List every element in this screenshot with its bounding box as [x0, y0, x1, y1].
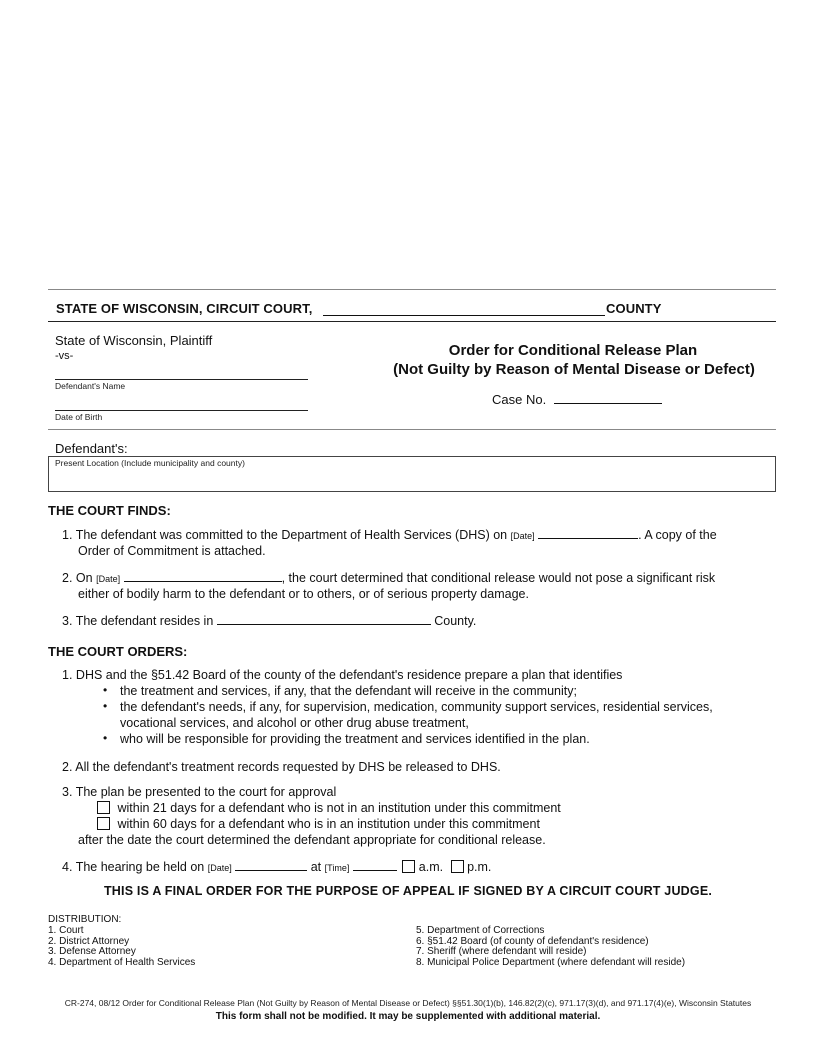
- case-no-label: Case No.: [492, 392, 547, 407]
- distribution-item: 3. Defense Attorney: [48, 946, 136, 958]
- finds-item-1-text: The defendant was committed to the Department of Health Services (DHS) on: [75, 528, 508, 542]
- distribution-item: 4. Department of Health Services: [48, 956, 196, 968]
- date-hint: [Date]: [207, 863, 232, 873]
- am-checkbox[interactable]: [402, 860, 415, 873]
- defendant-name-line[interactable]: [55, 379, 308, 380]
- item-number: 3.: [62, 785, 73, 799]
- finds-item-1: [62, 527, 772, 544]
- orders-bullet-1: the treatment and services, if any, that the defendant will receive in the community;: [120, 684, 577, 698]
- orders-bullet-2: the defendant's needs, if any, for supervision, medication, community support services, residential services,: [120, 700, 713, 714]
- date-hint: [Date]: [510, 531, 535, 541]
- finds-item-2-on: On: [75, 571, 93, 585]
- finds-item-3: [62, 613, 476, 629]
- orders-item-1-text: DHS and the §51.42 Board of the county of the defendant's residence prepare a plan that identifies: [75, 668, 623, 682]
- residence-county-blank[interactable]: [217, 613, 431, 625]
- distribution-item: 7. Sheriff (where defendant will reside): [416, 946, 587, 958]
- option-60-days-label: within 60 days for a defendant who is in an institution under this commitment: [117, 817, 540, 831]
- orders-item-1: [62, 667, 622, 683]
- final-order-notice: THIS IS A FINAL ORDER FOR THE PURPOSE OF APPEAL IF SIGNED BY A CIRCUIT COURT JUDGE.: [103, 884, 713, 898]
- case-no-blank[interactable]: [554, 392, 662, 404]
- finds-item-2: [62, 570, 772, 587]
- form-subtitle: (Not Guilty by Reason of Mental Disease or Defect): [393, 361, 755, 378]
- orders-bullet-2-cont: vocational services, and alcohol or other drug abuse treatment,: [120, 716, 469, 730]
- item-number: 1.: [62, 528, 73, 542]
- bullet-dot: •: [103, 699, 108, 713]
- option-60-days-checkbox[interactable]: [97, 817, 110, 830]
- defendant-name-label: Defendant's Name: [55, 381, 126, 391]
- item-number: 2.: [62, 571, 73, 585]
- form-title: Order for Conditional Release Plan: [448, 342, 698, 359]
- plaintiff-label: State of Wisconsin, Plaintiff: [55, 333, 213, 348]
- county-label: COUNTY: [606, 301, 662, 316]
- distribution-right: [416, 926, 685, 968]
- header-bottom-rule: [48, 321, 776, 322]
- option-60-days: [97, 816, 540, 832]
- item-number: 2.: [62, 760, 73, 774]
- determination-date-blank[interactable]: [124, 570, 282, 582]
- court-header: [56, 301, 776, 316]
- distribution-left: [48, 926, 195, 968]
- finds-item-1-tail: . A copy of the: [638, 528, 717, 542]
- date-hint: [Date]: [96, 574, 121, 584]
- dob-line[interactable]: [55, 410, 308, 411]
- orders-item-2: [62, 759, 501, 775]
- pm-label: p.m.: [467, 860, 492, 874]
- court-finds-heading: THE COURT FINDS:: [48, 503, 171, 518]
- distribution-item: 1. Court: [48, 925, 84, 936]
- vs-label: -vs-: [55, 350, 74, 362]
- time-hint: [Time]: [324, 863, 350, 873]
- orders-item-3-text: The plan be presented to the court for approval: [75, 785, 337, 799]
- finds-item-1-line2: Order of Commitment is attached.: [78, 544, 266, 558]
- commit-date-blank[interactable]: [538, 527, 638, 539]
- caption-bottom-rule: [48, 429, 776, 430]
- distribution-item: 6. §51.42 Board (of county of defendant's residence): [416, 935, 649, 947]
- defendants-label: Defendant's:: [55, 441, 128, 456]
- finds-item-2-text: , the court determined that conditional release would not pose a significant risk: [281, 571, 716, 585]
- bullet-dot: •: [103, 683, 108, 697]
- bullet-dot: •: [103, 731, 108, 745]
- top-rule: [48, 289, 776, 290]
- form-footer-notice: This form shall not be modified. It may be supplemented with additional material.: [215, 1011, 601, 1022]
- finds-item-3-text: The defendant resides in: [75, 614, 214, 628]
- finds-item-2-line2: either of bodily harm to the defendant or to others, or of serious property damage.: [78, 587, 529, 601]
- orders-item-3: [62, 784, 336, 800]
- county-blank[interactable]: [323, 315, 605, 316]
- item-number: 3.: [62, 614, 73, 628]
- orders-bullet-3: who will be responsible for providing the treatment and services identified in the plan.: [120, 732, 590, 746]
- present-location-label: Present Location (Include municipality and county): [55, 458, 245, 468]
- finds-item-3-county: County.: [434, 614, 477, 628]
- dob-label: Date of Birth: [55, 412, 103, 422]
- court-line: STATE OF WISCONSIN, CIRCUIT COURT,: [56, 301, 313, 316]
- at-label: at: [310, 860, 322, 874]
- option-21-days: [97, 800, 561, 816]
- option-21-days-checkbox[interactable]: [97, 801, 110, 814]
- item-number: 1.: [62, 668, 73, 682]
- item-number: 4.: [62, 860, 73, 874]
- orders-item-3-after: after the date the court determined the defendant appropriate for conditional release.: [78, 833, 546, 847]
- distribution-item: 8. Municipal Police Department (where defendant will reside): [416, 956, 686, 968]
- hearing-time-blank[interactable]: [353, 859, 397, 871]
- orders-item-4-text: The hearing be held on: [75, 860, 205, 874]
- form-footer-citation: CR-274, 08/12 Order for Conditional Release Plan (Not Guilty by Reason of Mental Disease or Defect) §§51.30(1)(b), 146.82(2)(c), 971.17(3)(d), and 971.17(4)(e), Wisconsin Statutes: [64, 998, 752, 1008]
- distribution-item: 2. District Attorney: [48, 935, 130, 947]
- orders-item-2-text: All the defendant's treatment records requested by DHS be released to DHS.: [75, 760, 501, 774]
- option-21-days-label: within 21 days for a defendant who is not in an institution under this commitment: [117, 801, 561, 815]
- distribution-item: 5. Department of Corrections: [416, 925, 545, 936]
- orders-item-4: [62, 859, 491, 876]
- present-location-box[interactable]: [48, 456, 776, 492]
- case-number: [492, 392, 662, 407]
- court-orders-heading: THE COURT ORDERS:: [48, 644, 188, 659]
- pm-checkbox[interactable]: [451, 860, 464, 873]
- distribution-heading: DISTRIBUTION:: [48, 914, 122, 925]
- hearing-date-blank[interactable]: [235, 859, 307, 871]
- am-label: a.m.: [418, 860, 444, 874]
